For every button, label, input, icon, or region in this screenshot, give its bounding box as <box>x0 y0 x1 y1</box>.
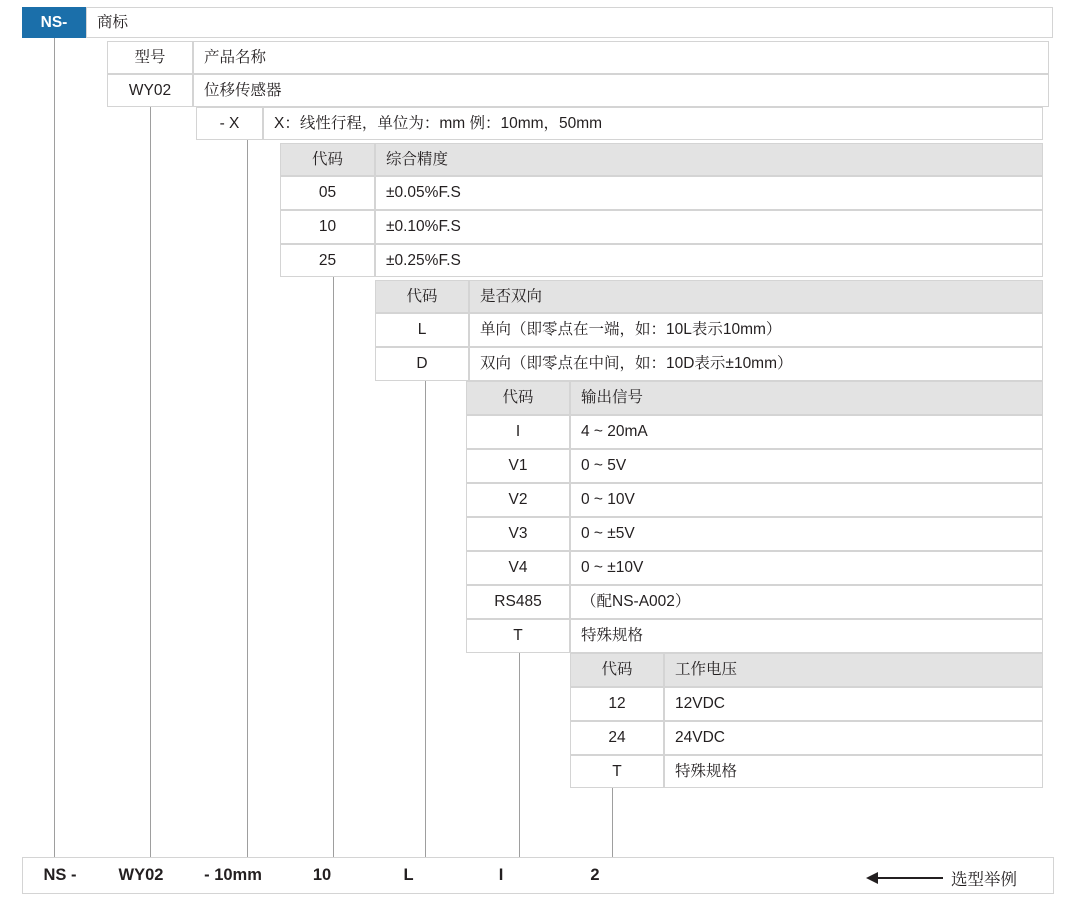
row-accuracy-header <box>280 143 1043 176</box>
output-desc-cell: 0 ~ 10V <box>570 483 1043 517</box>
output-desc-cell: 特殊规格 <box>570 619 1043 653</box>
accuracy-code-cell: 05 <box>280 176 375 210</box>
row-output-4 <box>466 551 1043 585</box>
row-voltage-0 <box>570 687 1043 721</box>
voltage-desc-header-cell: 工作电压 <box>664 653 1043 687</box>
output-code-cell: V2 <box>466 483 570 517</box>
example-value-stroke: - 10mm <box>204 866 262 884</box>
output-code-cell: V3 <box>466 517 570 551</box>
brand-code-cell: NS- <box>22 7 86 38</box>
row-accuracy-1 <box>280 210 1043 244</box>
output-code-cell: RS485 <box>466 585 570 619</box>
row-brand <box>22 7 1053 38</box>
output-desc-cell: 0 ~ ±10V <box>570 551 1043 585</box>
model-code-cell: WY02 <box>107 74 193 107</box>
row-output-header <box>466 381 1043 415</box>
row-accuracy-0 <box>280 176 1043 210</box>
model-name-header-cell: 产品名称 <box>193 41 1049 74</box>
row-output-6 <box>466 619 1043 653</box>
output-code-cell: T <box>466 619 570 653</box>
stroke-desc-cell: X：线性行程，单位为：mm 例：10mm，50mm <box>263 107 1043 140</box>
example-value-voltage: 2 <box>590 866 600 884</box>
connector-line-voltage <box>612 787 613 858</box>
row-voltage-2 <box>570 755 1043 788</box>
arrow-left-icon <box>877 877 943 879</box>
example-value-model: WY02 <box>118 866 164 884</box>
voltage-code-header-cell: 代码 <box>570 653 664 687</box>
direction-desc-header-cell: 是否双向 <box>469 280 1043 313</box>
output-code-header-cell: 代码 <box>466 381 570 415</box>
direction-code-header-cell: 代码 <box>375 280 469 313</box>
direction-code-cell: L <box>375 313 469 347</box>
voltage-desc-cell: 特殊规格 <box>664 755 1043 788</box>
connector-line-accuracy <box>333 276 334 858</box>
connector-line-brand <box>54 38 55 858</box>
direction-code-cell: D <box>375 347 469 381</box>
example-arrow-label: 选型举例 <box>951 871 1017 889</box>
row-direction-1 <box>375 347 1043 381</box>
voltage-code-cell: 12 <box>570 687 664 721</box>
row-direction-header <box>375 280 1043 313</box>
accuracy-desc-header-cell: 综合精度 <box>375 143 1043 176</box>
connector-line-stroke <box>247 140 248 858</box>
output-desc-cell: （配NS-A002） <box>570 585 1043 619</box>
accuracy-desc-cell: ±0.10%F.S <box>375 210 1043 244</box>
row-stroke <box>196 107 1043 140</box>
example-arrow-group <box>877 866 1017 890</box>
direction-desc-cell: 单向（即零点在一端，如：10L表示10mm） <box>469 313 1043 347</box>
accuracy-desc-cell: ±0.25%F.S <box>375 244 1043 277</box>
connector-line-direction <box>425 380 426 858</box>
row-voltage-1 <box>570 721 1043 755</box>
voltage-code-cell: 24 <box>570 721 664 755</box>
output-desc-header-cell: 输出信号 <box>570 381 1043 415</box>
example-value-brand: NS - <box>43 866 77 884</box>
accuracy-desc-cell: ±0.05%F.S <box>375 176 1043 210</box>
brand-label-cell: 商标 <box>86 7 1053 38</box>
direction-desc-cell: 双向（即零点在中间，如：10D表示±10mm） <box>469 347 1043 381</box>
example-value-output: I <box>498 866 504 884</box>
stroke-code-cell: - X <box>196 107 263 140</box>
model-name-cell: 位移传感器 <box>193 74 1049 107</box>
accuracy-code-cell: 25 <box>280 244 375 277</box>
model-code-header-cell: 型号 <box>107 41 193 74</box>
row-model-value <box>107 74 1049 107</box>
accuracy-code-cell: 10 <box>280 210 375 244</box>
row-model-header <box>107 41 1049 74</box>
output-desc-cell: 0 ~ ±5V <box>570 517 1043 551</box>
row-output-2 <box>466 483 1043 517</box>
row-output-3 <box>466 517 1043 551</box>
row-voltage-header <box>570 653 1043 687</box>
output-code-cell: V4 <box>466 551 570 585</box>
output-desc-cell: 4 ~ 20mA <box>570 415 1043 449</box>
voltage-desc-cell: 24VDC <box>664 721 1043 755</box>
output-code-cell: I <box>466 415 570 449</box>
voltage-desc-cell: 12VDC <box>664 687 1043 721</box>
connector-line-model <box>150 105 151 858</box>
example-value-direction: L <box>403 866 414 884</box>
row-output-5 <box>466 585 1043 619</box>
voltage-code-cell: T <box>570 755 664 788</box>
connector-line-output <box>519 652 520 858</box>
row-direction-0 <box>375 313 1043 347</box>
row-output-1 <box>466 449 1043 483</box>
output-code-cell: V1 <box>466 449 570 483</box>
accuracy-code-header-cell: 代码 <box>280 143 375 176</box>
example-value-accuracy: 10 <box>312 866 332 884</box>
row-output-0 <box>466 415 1043 449</box>
row-accuracy-2 <box>280 244 1043 277</box>
output-desc-cell: 0 ~ 5V <box>570 449 1043 483</box>
